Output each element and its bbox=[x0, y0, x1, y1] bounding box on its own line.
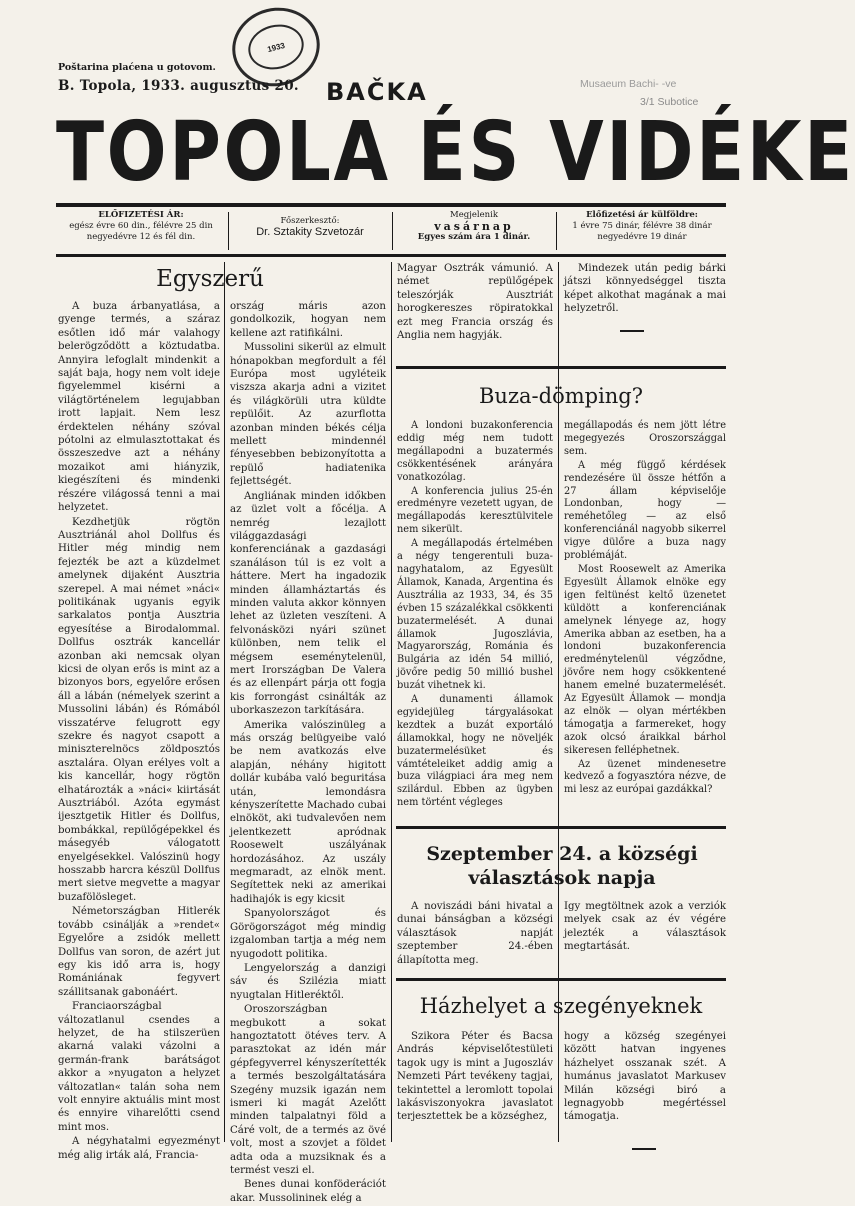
section-rule bbox=[396, 366, 726, 369]
paragraph: megállapodás és nem jött létre megegyezés Oroszországgal sem. bbox=[564, 420, 726, 457]
hazhelyet-column-left bbox=[397, 1030, 553, 1125]
paragraph: Angliának minden időkben az üzlet volt a főcélja. A nemrég lezajlott világgazdasági konferenciának a gazdasági szanáláson túl is ez volt a háttere. Mert ha ingadozik minden államháztartás és minden valuta akkor könnyen lehet az üzleten veszíteni. A felvonásközi nyári szünet különben, nem telik el mégsem eseménytelenül, mert Irországban De Valera és az ellenpárt párja ott fogja kis forrongást csinálták az uborkaszezon tarkítására. bbox=[230, 490, 386, 717]
paragraph: Franciaországbal változatlanul csendes a helyzet, de ha stilszerüen akarná valaki vázolni a germán-frank barátságot akkor a »nyugaton a helyzet változatlan« talán soha nem volt ennyire aktuális mint most és ennyire viharelőtti csend mint mos. bbox=[58, 1001, 220, 1133]
subscription-line1: egész évre 60 din., félévre 25 din bbox=[69, 221, 213, 231]
article-title-egyszeru: Egyszerű bbox=[156, 266, 264, 292]
buza-column-left bbox=[397, 420, 553, 811]
egyszeru-column-3 bbox=[397, 262, 553, 343]
szeptember-column-left bbox=[397, 900, 553, 968]
appears-day: vasárnap bbox=[434, 220, 514, 233]
paragraph: Benes dunai konföderációt akar. Mussolininek elég a bbox=[230, 1179, 386, 1204]
article-title-buza: Buza-dömping? bbox=[478, 384, 644, 408]
paragraph: Igy megtöltnek azok a verziók melyek csak az év végére jelezték a választások megtartását. bbox=[564, 901, 726, 953]
infobar-rule bbox=[56, 254, 726, 257]
subscription-label: ELŐFIZETÉSI ÁR: bbox=[98, 210, 184, 220]
paragraph: Magyar Osztrák vámunió. A német repülőgépek teleszórják Ausztriát horogkereszes röpiratokkal ezt meg Francia ország és Anglia nem hagyják. bbox=[397, 263, 553, 342]
newspaper-title: TOPOLA ÉS VIDÉKE bbox=[56, 105, 855, 200]
issue-date: B. Topola, 1933. augusztus 20. bbox=[58, 78, 299, 94]
paragraph: Amerika valószinüleg a más ország belügyeibe való be nem avatkozás elve alapján, néhány higitott dollár kubába való beguritása után, lemondásra kényszerítette Machado cubai elnököt, aki tudvalevően nem jelentkezett apródnak Roosewelt uszályának hordozásához. Az uszály megmaradt, az elnök ment. Segítettek neki az amerikai hadihajók is egy kicsit bbox=[230, 719, 386, 905]
egyszeru-column-1 bbox=[58, 300, 220, 1163]
editor-label: Főszerkesztő: bbox=[280, 216, 340, 226]
paragraph: A dunamenti államok egyidejüleg tárgyalásokat kezdtek a buzát exportáló államokkal, hogy ne növeljék buzatermelésüket és vámtételeiket addig amig a buza világpiaci ára meg nem szilárdul. Ebben az ügyben nem történt végleges bbox=[397, 694, 553, 809]
subscription-line2: negyedévre 12 és fél din. bbox=[86, 232, 196, 242]
section-rule bbox=[396, 826, 726, 829]
paragraph: A konferencia julius 25-én eredményre vezetett ugyan, de megállapodás keresztülvitele nem sikerült. bbox=[397, 485, 553, 536]
museum-stamp: Musaeum Bachi- -ve bbox=[580, 78, 677, 90]
masthead-rule bbox=[56, 203, 726, 207]
paragraph: A londoni buzakonferencia eddig még nem tudott megállapodni a buzatermés csökkentésének arányára vonatkozólag. bbox=[397, 420, 553, 483]
info-divider bbox=[228, 212, 229, 250]
issue-price: Egyes szám ára 1 dinár. bbox=[417, 232, 531, 242]
paragraph: A noviszádi báni hivatal a dunai bánságban a községi választások napját szeptember 24.-ében állapította meg. bbox=[397, 901, 553, 966]
egyszeru-column-2 bbox=[230, 300, 386, 1206]
article-title-hazhelyet: Házhelyet a szegényeknek bbox=[419, 994, 703, 1018]
foreign-label: Előfizetési ár külföldre: bbox=[586, 210, 698, 220]
paragraph: Az üzenet mindenesetre kedvező a fogyasztóra nézve, de mi lesz az európai gazdákkal? bbox=[564, 758, 726, 796]
info-bar bbox=[56, 210, 726, 252]
editor-info bbox=[230, 210, 390, 252]
paragraph: Szikora Péter és Bacsa András képviselőtestületi tagok ugy is mint a Jugoszláv Nemzeti Párt tevékeny tagjai, tekintettel a leromlott topolai lakásviszonyokra javaslatot terjesztettek be a községhez, bbox=[397, 1031, 553, 1123]
paragraph: Németországban Hitlerék tovább csinálják a »rendet« Egyelőre a zsidók mellett Dollfus van soron, de azért jut egy kis idő arra is, hogy Romániának fegyvert szállitsanak gabonáért. bbox=[58, 906, 220, 998]
info-divider bbox=[556, 212, 557, 250]
column-divider bbox=[224, 262, 225, 1142]
paragraph: Kezdhetjük rögtön Ausztriánál ahol Dollfus és Hitler még mindig nem fejezték be azt a küzdelmet amelynek dijaként Ausztria szerepel. A mai német »náci« politikának ugyanis egyik sarkalatos pontja Ausztria egyesítése a Birodalommal. Dollfus osztrák kancellár azonban aki nemcsak olyan kicsi de olyan erős is mint az a bizonyos bors, egyelőre erősen áll a lábán (némelyek szerint a Mussolini lábán) és Rómából visszatérve felugrott egy szekre és nagyot csapott a miniszterelnöcs zöldposztós asztalára. Olyan erélyes volt a kis kancellár, hogy rögtön elhatározták a »náci« kiirtását Ausztriából. Azóta egymást ijesztgetik Hitler és Dollfus, bombákkal, repülőgépekkel és másegyéb válogatott enyelgésekkel. Valószinü hogy hosszabb harcra készül Dollfus mert sietve megvette a magyar buzafölösleget. bbox=[58, 516, 220, 903]
postal-note: Poštarina plaćena u gotovom. bbox=[58, 62, 216, 73]
paragraph: Mindezek után pedig bárki játszi könnyedséggel tiszta képet alkothat magának a mai helyzetről. bbox=[564, 263, 726, 315]
paragraph: Oroszországban megbukott a sokat hangoztatott ötéves terv. A parasztokat az idén már gépfegyverrel kényszerítették a termés beszolgáltatására Szegény muzsik igazán nem ismeri ki magát Azelőtt minden talpalatnyi föld a Cáré volt, de a termés az övé volt, most a szovjet a földet adta oda a muzsiknak és a termést veszi el. bbox=[230, 1004, 386, 1176]
region-label: BAČKA bbox=[326, 78, 428, 106]
foreign-line2: negyedévre 19 dinár bbox=[597, 232, 687, 242]
paragraph: hogy a község szegényei között hatvan ingyenes házhelyet osszanak szét. A humánus javaslatot Markusev Milán községi biró a legnagyobb megértéssel támogatja. bbox=[564, 1031, 726, 1123]
foreign-line1: 1 évre 75 dinár, félévre 38 dinár bbox=[572, 221, 712, 231]
paragraph: ország máris azon gondolkozik, hogyan nem kellene azt ratifikálni. bbox=[230, 301, 386, 339]
egyszeru-column-4 bbox=[564, 262, 726, 317]
paragraph: Mussolini sikerül az elmult hónapokban megfordult a fél Európa most ugyléteik viszsza akarja adni a vizitet és világkörüli utra küldte repülőit. Az azurflotta azonban minden békés célja mellett mindennél fényesebben bebizonyította a repülő hadiatenika fejlettségét. bbox=[230, 342, 386, 488]
appearance-info bbox=[394, 210, 554, 252]
paragraph: Lengyelország a danzigi sáv és Szilézia miatt nyugtalan Hitleréktől. bbox=[230, 962, 386, 1001]
article-title-szeptember: Szeptember 24. a községi választások napja bbox=[426, 843, 698, 889]
info-divider bbox=[392, 212, 393, 250]
paragraph: A buza árbanyatlása, a gyenge termés, a száraz esőtlen idő már valahogy belerögződött a köztudatba. Annyira lefoglalt mindenkit a saját baja, hogy nem volt ideje figyelemmel kisérni a világtörténelem legujabban irott lapjait. Nem lesz érdektelen néhány szóval pótolni az elmulasztottakat és összeszedve azt a néhány mozaikot ami hiányzik, kiegészíteni és mindenki részére világossá tenni a mai helyzetet. bbox=[58, 301, 220, 514]
paragraph: A még függő kérdések rendezésére ül össze hétfőn a 27 állam képviselője Londonban, hogy — reméhetőleg — az első konferenciánál nagyobb sikerrel vigye dülőre a buza nagy problémáját. bbox=[564, 459, 726, 562]
article-end-mark bbox=[620, 330, 644, 332]
paragraph: A megállapodás értelmében a négy tengerentuli buza-nagyhatalom, az Egyesült Államok, Kanada, Argentina és Ausztrália az 1933, 34, és 35 évben 15 százalékkal csökkenti buzatermelését. A dunai államok Jugoszlávia, Magyarország, Románia és Bulgária az idén 54 millió, jövőre pedig 50 millió bushel buzát vihetnek ki. bbox=[397, 538, 553, 692]
paragraph: A négyhatalmi egyezményt még alig irták alá, Francia- bbox=[58, 1136, 220, 1161]
foreign-subscription-info bbox=[558, 210, 726, 252]
paragraph: Spanyolországot és Görögországot még mindig izgalomban tartja a még nem nyugodott politika. bbox=[230, 908, 386, 960]
buza-column-right bbox=[564, 420, 726, 798]
hazhelyet-column-right bbox=[564, 1030, 726, 1125]
paragraph: Most Roosewelt az Amerika Egyesült Államok elnöke egy igen feltünést keltő üzenetet küldött a konferenciának amelynek lényege az, hogy Amerika abban az esetben, ha a londoni buzakonferencia eredménytelenül végződne, jövőre nem hogy csökkentené hanem emelné buzatermelését. Az Egyesült Államok — mondja az elnök — olyan mértékben támogatja a farmereket, hogy azok olcsó áraikkal bárhol sikeresen felléphetnek. bbox=[564, 563, 726, 756]
appears-label: Megjelenik bbox=[450, 210, 498, 220]
subscription-info bbox=[56, 210, 226, 252]
postmark-date: 1933 bbox=[244, 19, 309, 75]
editor-name: Dr. Sztakity Szvetozár bbox=[256, 226, 364, 238]
column-divider bbox=[391, 262, 392, 1142]
museum-number: 3/1 Subotice bbox=[640, 96, 699, 108]
section-rule bbox=[396, 978, 726, 981]
szeptember-column-right bbox=[564, 900, 726, 955]
article-end-mark bbox=[632, 1148, 656, 1150]
